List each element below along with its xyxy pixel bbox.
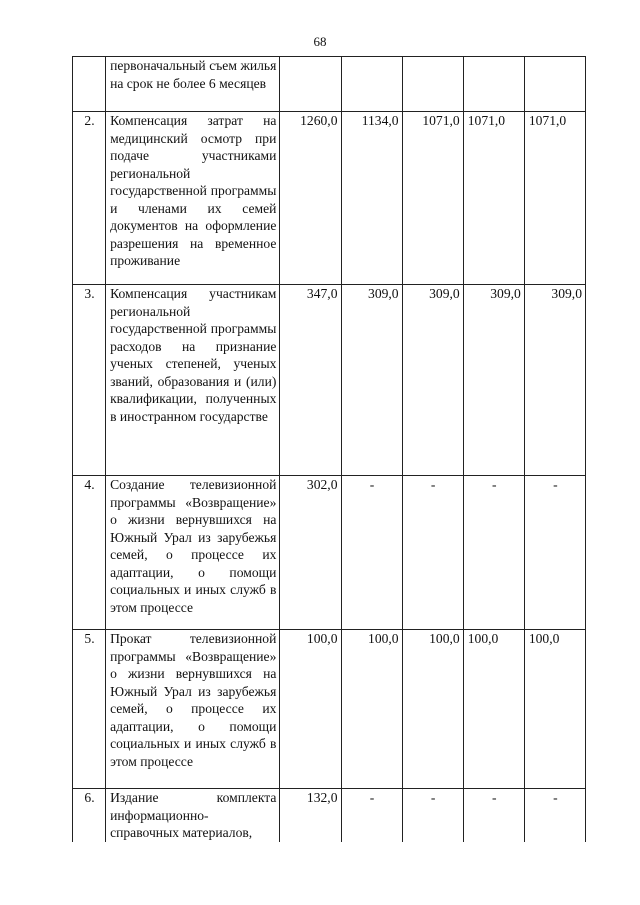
value-year-5: 100,0 [524,630,585,789]
budget-table [72,56,586,842]
row-number: 5. [73,630,106,789]
value-year-4 [463,57,524,112]
row-name: Создание телевизионной программы «Возвращение» о жизни вернувшихся на Южный Урал из зарубежья семей, о процессе их адаптации, о помощи социальных и иных служб в этом процессе [106,476,280,630]
value-year-1: 100,0 [280,630,341,789]
row-name: Издание комплекта информационно-справочных материалов, [106,789,280,842]
table-row [73,57,586,112]
table-row [73,112,586,285]
value-year-2: 309,0 [341,285,402,476]
row-number: 4. [73,476,106,630]
value-year-4: 309,0 [463,285,524,476]
value-year-1: 347,0 [280,285,341,476]
value-year-3 [402,57,463,112]
value-year-4: - [463,476,524,630]
value-year-4: 1071,0 [463,112,524,285]
row-number: 3. [73,285,106,476]
value-year-3: - [402,789,463,842]
table-row [73,789,586,842]
table-row [73,285,586,476]
table-row [73,476,586,630]
page-number: 68 [313,34,327,49]
value-year-3: - [402,476,463,630]
value-year-1: 1260,0 [280,112,341,285]
value-year-3: 1071,0 [402,112,463,285]
row-name: Компенсация участникам региональной государственной программы расходов на признание ученых степеней, ученых званий, образования и (или) квалификации, полученных в иностранном государстве [106,285,280,476]
value-year-2: 100,0 [341,630,402,789]
value-year-4: - [463,789,524,842]
value-year-2: - [341,789,402,842]
row-name: первоначальный съем жилья на срок не более 6 месяцев [106,57,280,112]
value-year-1: 132,0 [280,789,341,842]
value-year-2: - [341,476,402,630]
row-number [73,57,106,112]
value-year-2 [341,57,402,112]
row-name: Компенсация затрат на медицинский осмотр при подаче участниками региональной государственной программы и членами их семей документов на оформление разрешения на временное проживание [106,112,280,285]
row-number: 6. [73,789,106,842]
value-year-3: 309,0 [402,285,463,476]
value-year-5 [524,57,585,112]
value-year-5: 1071,0 [524,112,585,285]
row-number: 2. [73,112,106,285]
value-year-5: 309,0 [524,285,585,476]
table-row [73,630,586,789]
value-year-3: 100,0 [402,630,463,789]
value-year-5: - [524,476,585,630]
value-year-4: 100,0 [463,630,524,789]
value-year-2: 1134,0 [341,112,402,285]
value-year-5: - [524,789,585,842]
row-name: Прокат телевизионной программы «Возвращение» о жизни вернувшихся на Южный Урал из зарубежья семей, о процессе их адаптации, о помощи социальных и иных служб в этом процессе [106,630,280,789]
value-year-1: 302,0 [280,476,341,630]
value-year-1 [280,57,341,112]
